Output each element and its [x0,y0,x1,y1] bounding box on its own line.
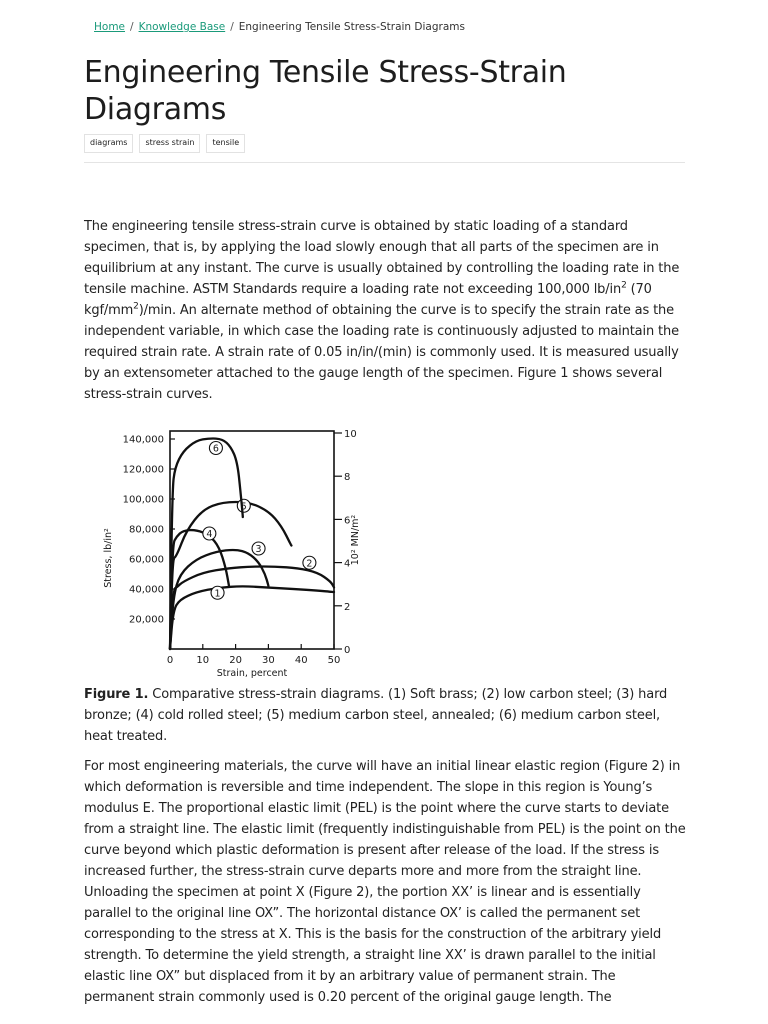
series-label-3: 3 [255,544,262,555]
plot-frame [170,431,334,649]
y-tick-label: 100,000 [122,494,164,506]
stress-strain-chart [98,427,368,682]
y-axis-label: Stress, lb/in² [103,528,114,588]
breadcrumb [94,21,465,33]
y2-tick-label: 0 [344,645,351,656]
y2-tick-label: 4 [344,558,351,570]
x-tick-label: 30 [262,655,275,666]
intro-text-part-c: )/min. An alternate method of obtaining the curve is to specify the strain rate as the independent variable, in which case the loading rate is continuously adjusted to maintain the required strain rate. A strain rate of 0.05 in/in/(min) is commonly used. It is measured usually by an extensometer attached to the gauge length of the specimen. Figure 1 shows several stress-strain curves. [84,303,679,402]
intro-paragraph [84,216,689,405]
breadcrumb-current: Engineering Tensile Stress-Strain Diagrams [238,21,465,33]
series-line-2 [170,567,334,650]
y-tick-label: 80,000 [129,524,164,536]
y-tick-label: 60,000 [129,554,164,566]
x-tick-label: 40 [294,655,308,666]
y-tick-label: 140,000 [122,434,164,446]
y-tick-label: 20,000 [129,614,164,626]
intro-text-part-b: (70 kgf/mm [84,282,652,318]
y2-tick-label: 2 [344,601,351,613]
breadcrumb-separator: / [130,21,134,33]
divider [84,162,685,163]
x-tick-label: 10 [196,655,210,666]
breadcrumb-knowledge-base-link[interactable]: Knowledge Base [138,21,226,33]
x-tick-label: 50 [327,655,341,666]
series-label-4: 4 [206,529,213,540]
figure-caption-text: Comparative stress-strain diagrams. (1) Soft brass; (2) low carbon steel; (3) hard bronze; (4) cold rolled steel; (5) medium carbon steel, annealed; (6) medium carbon steel, heat treated. [84,687,668,744]
intro-text-part-a: The engineering tensile stress-strain curve is obtained by static loading of a standard specimen, that is, by applying the load slowly enough that all parts of the specimen are in equilibrium at any instant. The curve is usually obtained by controlling the loading rate in the tensile machine. ASTM Standards require a loading rate not exceeding 100,000 lb/in [84,219,680,297]
page-title: Engineering Tensile Stress-Strain Diagrams [84,55,567,127]
body-paragraph: For most engineering materials, the curve will have an initial linear elastic region (Figure 2) in which deformation is reversible and time independent. The slope in this region is Young’s modulus E. The proportional elastic limit (PEL) is the point where the curve starts to deviate from a straight line. The elastic limit (frequently indistinguishable from PEL) is the point on the curve beyond which plastic deformation is present after release of the load. If the stress is increased further, the stress-strain curve departs more and more from the straight line. Unloading the specimen at point X (Figure 2), the portion XX’ is linear and is essentially parallel to the original line OX”. The horizontal distance OX’ is called the permanent set corresponding to the stress at X. This is the basis for the construction of the arbitrary yield strength. To determine the yield strength, a straight line XX’ is drawn parallel to the initial elastic line OX” but displaced from it by an arbitrary value of permanent strain. The permanent strain commonly used is 0.20 percent of the original gauge length. The [84,759,686,1005]
y2-tick-label: 8 [344,472,351,484]
figure-caption-label: Figure 1. [84,687,149,702]
y2-tick-label: 6 [344,515,351,527]
breadcrumb-separator: / [230,21,234,33]
figure-caption [84,684,684,747]
series-label-1: 1 [214,588,221,600]
series-label-5: 5 [240,501,247,513]
superscript: 2 [621,280,627,291]
series-line-5 [170,502,291,649]
y-tick-label: 120,000 [122,464,164,476]
series-label-6: 6 [212,443,219,455]
tag-tensile[interactable]: tensile [206,134,245,153]
tag-stress-strain[interactable]: stress strain [139,134,200,153]
y2-tick-label: 10 [344,429,357,440]
x-tick-label: 0 [166,655,174,666]
tag-diagrams[interactable]: diagrams [84,134,133,153]
series-label-2: 2 [306,558,313,570]
tag-list [84,134,245,153]
y-tick-label: 40,000 [129,584,164,596]
breadcrumb-home-link[interactable]: Home [94,21,126,33]
x-tick-label: 20 [229,655,242,666]
superscript: 2 [133,301,139,312]
y2-axis-label: 10² MN/m² [350,514,361,566]
series-line-1 [170,586,334,649]
x-axis-label: Strain, percent [216,668,288,679]
